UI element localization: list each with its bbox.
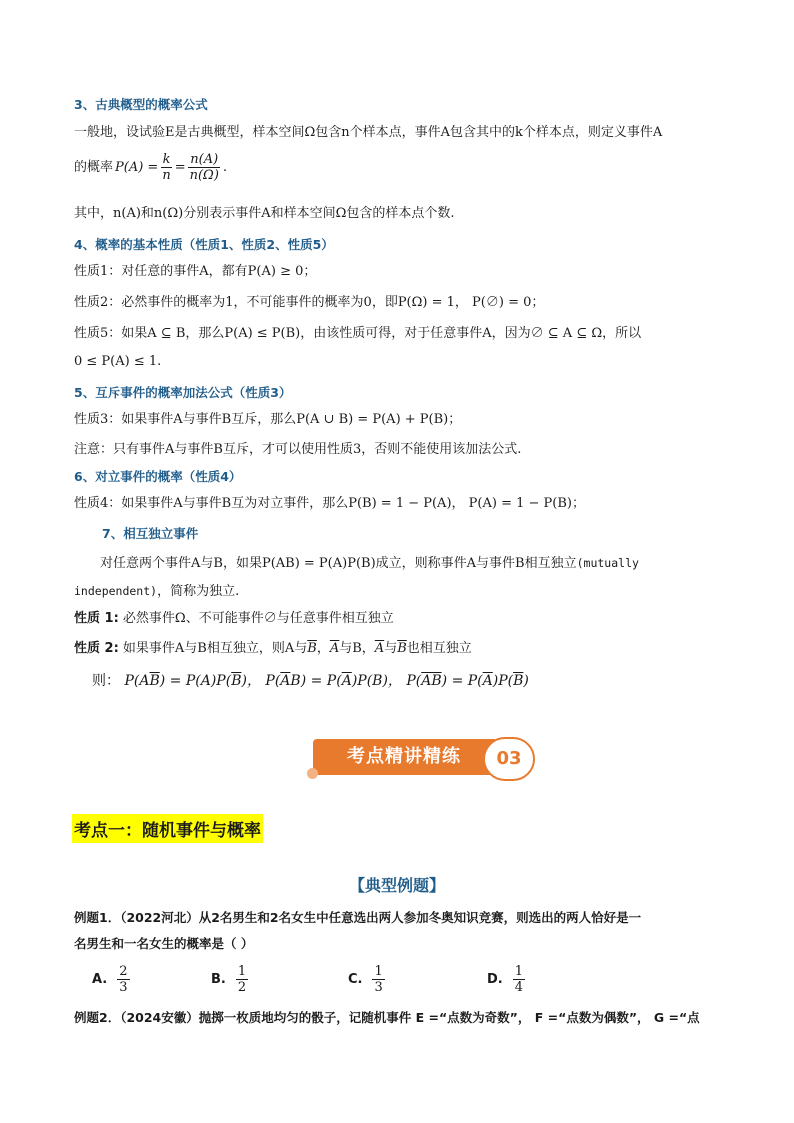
section-5-heading: 5、互斥事件的概率加法公式（性质3） [74, 385, 292, 400]
property-2: 性质2：必然事件的概率为1，不可能事件的概率为0，即P(Ω) = 1， P(∅) = 0； [74, 295, 545, 310]
equals-sign: = [174, 159, 186, 175]
option-fraction: $\frac{1}{2}$ [237, 964, 247, 995]
option-fraction: $\frac{2}{3}$ [119, 964, 128, 995]
definition-english: (mutually [576, 556, 639, 570]
independence-property-1 [74, 610, 394, 628]
option-d [487, 964, 527, 995]
fraction-nA-over-nOmega [188, 152, 221, 183]
option-fraction: $\frac{1}{3}$ [374, 964, 383, 995]
option-label: A. [92, 972, 108, 987]
property-5-line-1: 性质5：如果A ⊆ B，那么P(A) ≤ P(B)，由该性质可得，对于任意事件A，因为∅ ⊆ A ⊆ Ω，所以 [74, 326, 642, 341]
independence-definition-line-2 [74, 582, 239, 601]
fraction-numerator: k [162, 152, 171, 167]
formula-1: $P(A\overline{B}) = P(A)P(\overline{B})$， [124, 673, 261, 689]
fraction-denominator: n [162, 168, 171, 183]
option-fraction: $\frac{1}{4}$ [514, 964, 524, 995]
property-label: 性质 1: [74, 611, 119, 626]
property-4: 性质4：如果事件A与事件B互为对立事件，那么P(B) = 1 − P(A)， P(A) = 1 − P(B)； [74, 496, 585, 511]
note: 注意：只有事件A与事件B互斥，才可以使用性质3，否则不能使用该加法公式. [74, 442, 522, 457]
property-text: 与 [384, 641, 398, 656]
section-6-heading: 6、对立事件的概率（性质4） [74, 469, 242, 484]
property-text: ， [316, 641, 330, 656]
complement-symbol: $\overline{B}$ [307, 641, 317, 656]
definition-text: ，简称为独立. [157, 584, 240, 599]
option-label: B. [211, 972, 226, 987]
definition-english: independent) [74, 584, 158, 598]
complement-symbol: $\overline{A}$ [329, 641, 340, 656]
option-c [348, 964, 387, 995]
formula-prefix: 的概率 [74, 159, 114, 175]
option-a [92, 964, 132, 995]
formula-end: . [222, 159, 228, 175]
fraction-denominator: n(Ω) [189, 168, 219, 183]
complement-symbol: $\overline{A}$ [374, 641, 385, 656]
property-5-line-2: 0 ≤ P(A) ≤ 1. [74, 354, 162, 369]
fraction-k-over-n [160, 152, 172, 183]
section-3-formula-line [74, 152, 227, 183]
option-label: D. [487, 972, 503, 987]
independence-definition-line-1 [100, 554, 639, 573]
banner-number: 03 [483, 737, 535, 781]
property-text: 与B， [339, 641, 375, 656]
example-1-line-1: 例题1．（2022河北）从2名男生和2名女生中任意选出两人参加冬奥知识竞赛，则选出的两人恰好是一 [74, 910, 642, 925]
formula-3: $P(\overline{AB}) = P(\overline{A})P(\overline{B})$ [406, 673, 529, 689]
banner-dot-decoration [307, 768, 318, 779]
banner-label: 考点精讲精练 [313, 739, 495, 775]
topic-title: 考点一：随机事件与概率 [72, 814, 263, 843]
examples-title: 【典型例题】 [348, 876, 445, 895]
section-3-line-1: 一般地，设试验E是古典概型，样本空间Ω包含n个样本点，事件A包含其中的k个样本点，则定义事件A [74, 125, 663, 140]
option-b [211, 964, 250, 995]
complement-symbol: $\overline{B}$ [397, 641, 407, 656]
example-1-line-2: 名男生和一名女生的概率是（ ） [74, 936, 254, 951]
independence-formulas [92, 672, 529, 690]
property-text: 必然事件Ω、不可能事件∅与任意事件相互独立 [122, 611, 394, 626]
section-banner [313, 737, 535, 777]
section-3-line-3: 其中，n(A)和n(Ω)分别表示事件A和样本空间Ω包含的样本点个数. [74, 206, 455, 221]
property-text: 也相互独立 [406, 641, 472, 656]
example-2-line-1: 例题2．（2024安徽）抛掷一枚质地均匀的骰子，记随机事件 E =“点数为奇数”， F =“点数为偶数”， G =“点 [74, 1010, 700, 1025]
then-label: 则： [92, 673, 120, 689]
section-7-heading: 7、相互独立事件 [102, 526, 199, 541]
fraction-numerator: n(A) [190, 152, 219, 167]
option-label: C. [348, 972, 363, 987]
property-3: 性质3：如果事件A与事件B互斥，那么P(A ∪ B) = P(A) + P(B)； [74, 412, 462, 427]
section-3-heading: 3、古典概型的概率公式 [74, 97, 208, 112]
property-text: 如果事件A与B相互独立，则A与 [122, 641, 308, 656]
independence-property-2 [74, 640, 472, 658]
property-label: 性质 2: [74, 641, 119, 656]
definition-text: 对任意两个事件A与B，如果P(AB) = P(A)P(B)成立，则称事件A与事件B相互独立 [100, 556, 577, 571]
formula-left: P(A) = [115, 159, 159, 175]
section-4-heading: 4、概率的基本性质（性质1、性质2、性质5） [74, 237, 334, 252]
property-1: 性质1：对任意的事件A，都有P(A) ≥ 0； [74, 264, 317, 279]
formula-2: $P(\overline{A}B) = P(\overline{A})P(B)$， [265, 673, 402, 689]
